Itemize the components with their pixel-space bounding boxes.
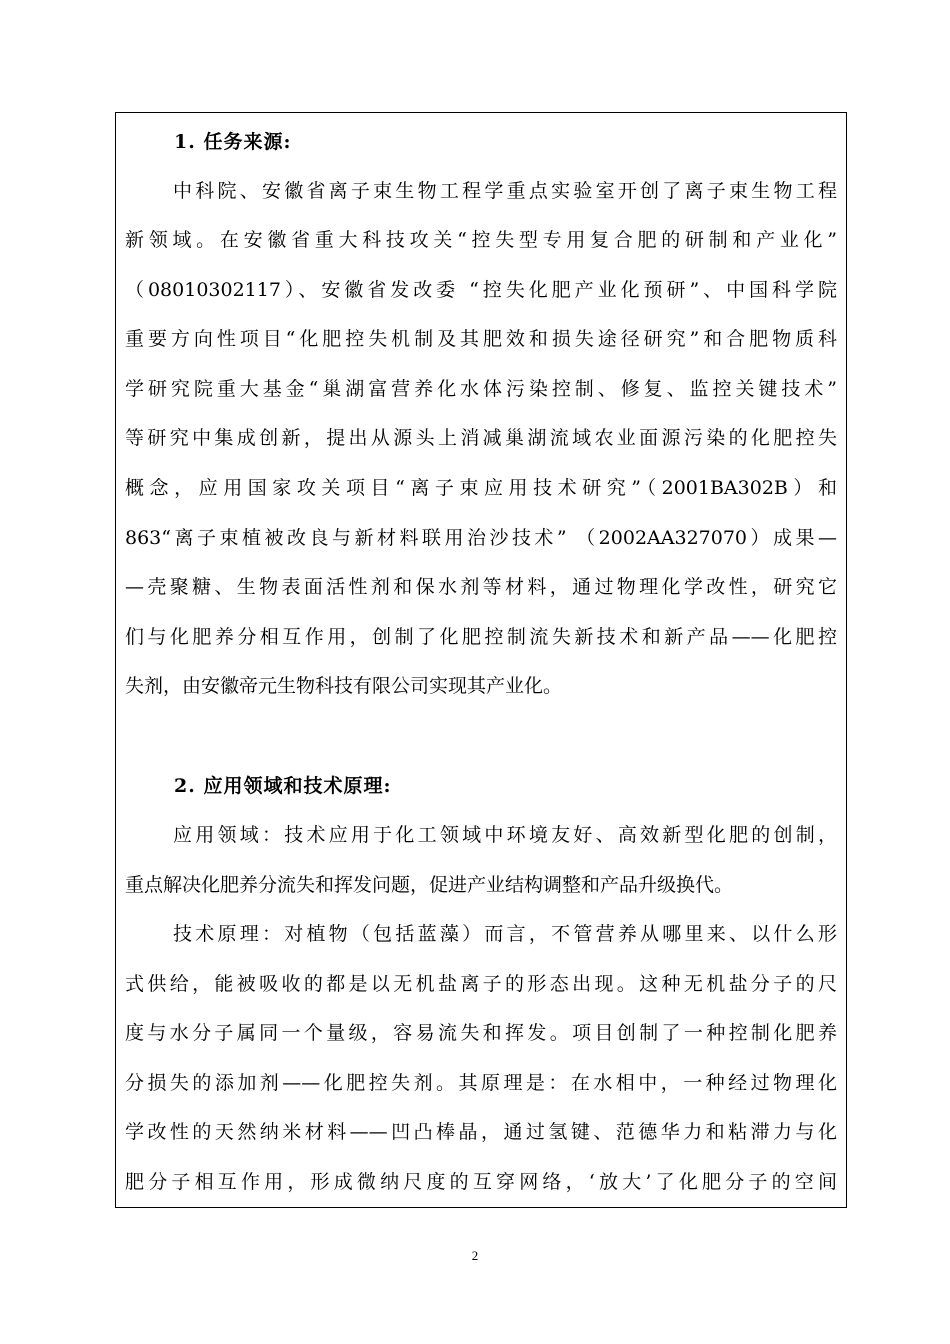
section-1-line: 等研究中集成创新，提出从源头上消减巢湖流域农业面源污染的化肥控失 [125,427,837,449]
section-1-line: 新领域。在安徽省重大科技攻关“控失型专用复合肥的研制和产业化” [125,229,837,251]
section-2-para2-line: 肥分子相互作用，形成微纳尺度的互穿网络，‘放大’了化肥分子的空间 [125,1171,837,1193]
section-2-heading: 2. 应用领域和技术原理: [174,775,392,797]
section-1-line: 失剂，由安徽帝元生物科技有限公司实现其产业化。 [125,675,563,697]
section-1-line: 们与化肥养分相互作用，创制了化肥控制流失新技术和新产品——化肥控 [125,626,837,648]
section-1-line: （08010302117）、安徽省发改委 “控失化肥产业化预研”、中国科学院 [125,279,837,301]
section-1-line: 概念，应用国家攻关项目“离子束应用技术研究”（2001BA302B）和 [125,477,837,499]
section-1-line: 学研究院重大基金“巢湖富营养化水体污染控制、修复、监控关键技术” [125,378,837,400]
section-1-heading: 1. 任务来源: [174,131,292,153]
section-2-para2-line: 度与水分子属同一个量级，容易流失和挥发。项目创制了一种控制化肥养 [125,1022,837,1044]
section-1-line: —壳聚糖、生物表面活性剂和保水剂等材料，通过物理化学改性，研究它 [125,576,837,598]
section-2-para2-line: 分损失的添加剂——化肥控失剂。其原理是：在水相中，一种经过物理化 [125,1072,837,1094]
page-number: 2 [471,1248,479,1263]
section-1-line: 863“离子束植被改良与新材料联用治沙技术” （2002AA327070）成果— [125,527,837,549]
section-2-para2-line: 技术原理：对植物（包括蓝藻）而言，不管营养从哪里来、以什么形 [173,923,837,945]
section-2-para1-line: 应用领域：技术应用于化工领域中环境友好、高效新型化肥的创制， [173,824,837,846]
section-1-line: 重要方向性项目“化肥控失机制及其肥效和损失途径研究”和合肥物质科 [125,328,837,350]
section-2-para2-line: 学改性的天然纳米材料——凹凸棒晶，通过氢键、范德华力和粘滞力与化 [125,1121,837,1143]
section-2-para1-line: 重点解决化肥养分流失和挥发问题，促进产业结构调整和产品升级换代。 [125,874,734,896]
content-frame [115,112,847,1208]
section-1-line: 中科院、安徽省离子束生物工程学重点实验室开创了离子束生物工程 [173,180,837,202]
section-2-para2-line: 式供给，能被吸收的都是以无机盐离子的形态出现。这种无机盐分子的尺 [125,973,837,995]
